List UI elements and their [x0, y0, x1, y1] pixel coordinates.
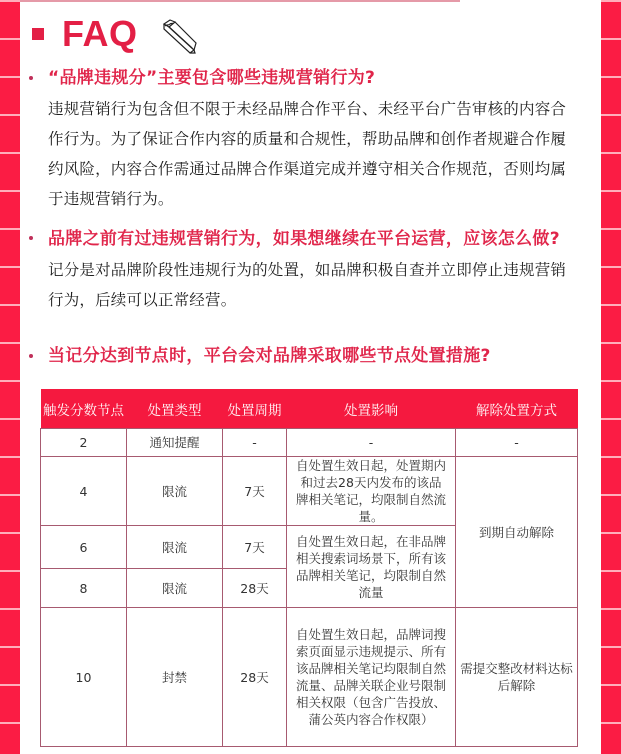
cell-type: 限流	[127, 457, 223, 526]
cell-impact: 自处置生效日起，品牌词搜索页面显示违规提示、所有该品牌相关笔记均限制自然流量、品牌关联企业号限制相关权限（包含广告投放、蒲公英内容合作权限）	[287, 608, 456, 747]
header-score: 触发分数节点	[41, 389, 127, 429]
faq-answer: 记分是对品牌阶段性违规行为的处置，如品牌积极自查并立即停止违规营销行为，后续可以正常经营。	[48, 261, 567, 309]
bullet-icon	[29, 354, 33, 358]
cell-period: 28天	[223, 569, 287, 608]
cell-release: -	[456, 429, 578, 457]
faq-question: “品牌违规分”主要包含哪些违规营销行为?	[48, 68, 376, 88]
cell-score: 8	[41, 569, 127, 608]
header-release: 解除处置方式	[456, 389, 578, 429]
cell-release: 需提交整改材料达标后解除	[456, 608, 578, 747]
pencil-icon	[160, 17, 200, 55]
header-period: 处置周期	[223, 389, 287, 429]
cell-release: 到期自动解除	[456, 457, 578, 608]
cell-score: 2	[41, 429, 127, 457]
faq-header	[32, 12, 200, 56]
table-row	[41, 608, 578, 747]
faq-item-2	[0, 224, 621, 315]
table-row	[41, 429, 578, 457]
table-header-row	[41, 389, 578, 429]
top-divider	[20, 0, 460, 2]
cell-period: 7天	[223, 526, 287, 569]
header-impact: 处置影响	[287, 389, 456, 429]
cell-type: 封禁	[127, 608, 223, 747]
cell-period: -	[223, 429, 287, 457]
cell-period: 28天	[223, 608, 287, 747]
cell-impact: 自处置生效日起，在非品牌相关搜索词场景下，所有该品牌相关笔记，均限制自然流量	[287, 526, 456, 608]
cell-impact: -	[287, 429, 456, 457]
header-type: 处置类型	[127, 389, 223, 429]
square-bullet-icon	[32, 28, 44, 40]
table-row	[41, 457, 578, 526]
cell-type: 通知提醒	[127, 429, 223, 457]
faq-item-3	[0, 342, 621, 370]
faq-question: 当记分达到节点时，平台会对品牌采取哪些节点处置措施?	[48, 346, 491, 366]
cell-impact: 自处置生效日起，处置期内和过去28天内发布的该品牌相关笔记，均限制自然流量。	[287, 457, 456, 526]
cell-type: 限流	[127, 526, 223, 569]
cell-score: 10	[41, 608, 127, 747]
faq-question: 品牌之前有过违规营销行为，如果想继续在平台运营，应该怎么做?	[48, 229, 560, 249]
cell-score: 4	[41, 457, 127, 526]
faq-item-1	[0, 64, 621, 214]
bullet-icon	[29, 76, 33, 80]
faq-answer: 违规营销行为包含但不限于未经品牌合作平台、未经平台广告审核的内容合作行为。为了保证合作内容的质量和合规性，帮助品牌和创作者规避合作履约风险，内容合作需通过品牌合作渠道完成并遵守相关合作规范，否则均属于违规营销行为。	[48, 100, 567, 208]
penalty-table	[40, 389, 578, 747]
page-title: FAQ	[62, 13, 138, 54]
bullet-icon	[29, 236, 33, 240]
cell-period: 7天	[223, 457, 287, 526]
cell-score: 6	[41, 526, 127, 569]
cell-type: 限流	[127, 569, 223, 608]
